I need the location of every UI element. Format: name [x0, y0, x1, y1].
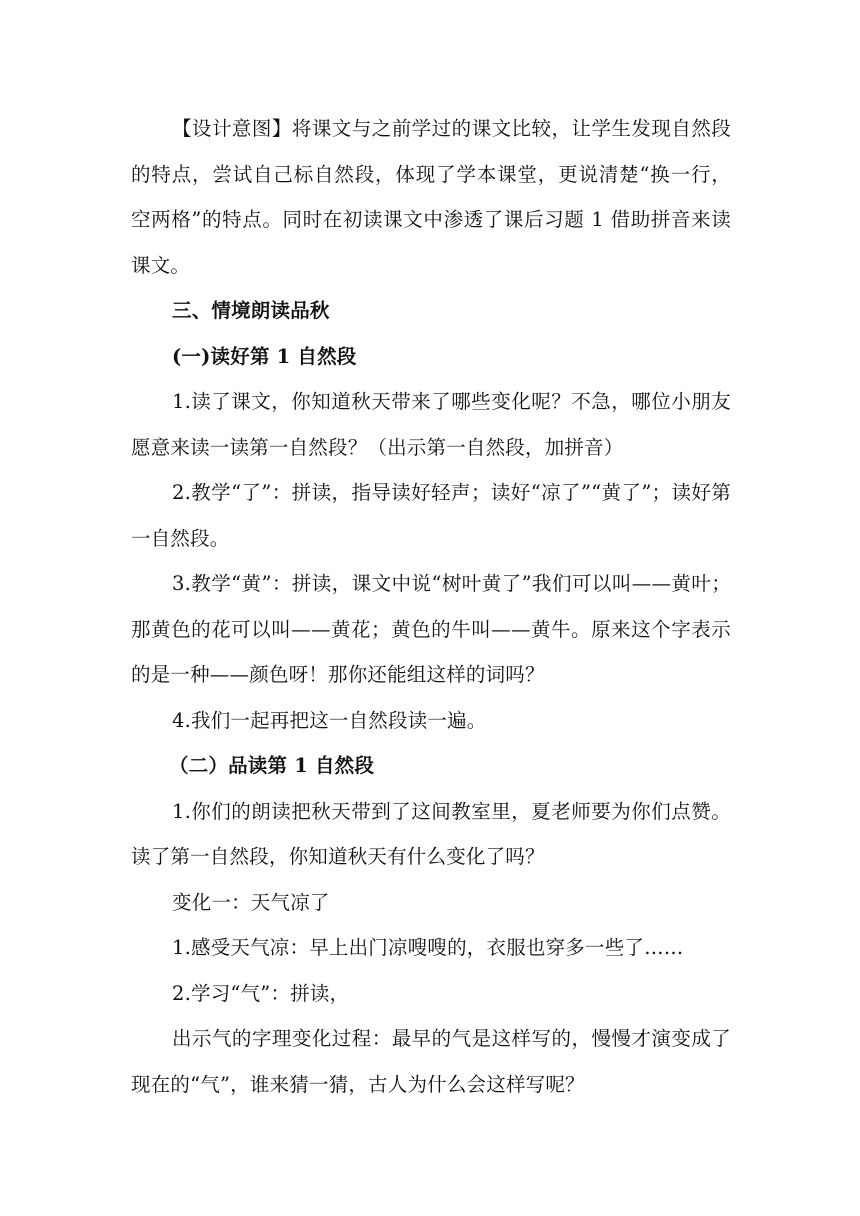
paragraph-step-1: 1.读了课文，你知道秋天带来了哪些变化呢？不急，哪位小朋友愿意来读一读第一自然段？（出示第一自然段，加拼音） [131, 390, 731, 459]
paragraph-change-one: 变化一：天气凉了 [172, 890, 330, 914]
paragraph-design-intent: 【设计意图】将课文与之前学过的课文比较，让学生发现自然段的特点，尝试自己标自然段，体现了学本课堂，更说清楚“换一行，空两格”的特点。同时在初读课文中渗透了课后习题 1 借助拼音来读课文。 [131, 117, 731, 277]
paragraph-step-4: 4.我们一起再把这一自然段读一遍。 [172, 708, 487, 732]
paragraph-appreciate-step-1: 1.你们的朗读把秋天带到了这间教室里，夏老师要为你们点赞。读了第一自然段，你知道秋天有什么变化了吗？ [131, 799, 731, 868]
subheading-appreciate-paragraph-1: （二）品读第 1 自然段 [169, 754, 375, 777]
paragraph-qi-evolution: 出示气的字理变化过程：最早的气是这样写的，慢慢才演变成了现在的“气”，谁来猜一猜，古人为什么会这样写呢？ [131, 1027, 731, 1096]
paragraph-step-2: 2.教学“了”：拼读，指导读好轻声；读好“凉了”“黄了”；读好第一自然段。 [131, 481, 731, 550]
section-heading-situational-reading: 三、情境朗读品秋 [172, 299, 330, 322]
paragraph-learn-qi: 2.学习“气”：拼读， [172, 981, 350, 1005]
paragraph-step-3: 3.教学“黄”：拼读，课文中说“树叶黄了”我们可以叫——黄叶；那黄色的花可以叫——黄花；黄色的牛叫——黄牛。原来这个字表示的是一种——颜色呀！那你还能组这样的词吗？ [131, 572, 731, 686]
subheading-read-paragraph-1: (一)读好第 1 自然段 [172, 344, 357, 368]
paragraph-feel-cool: 1.感受天气凉：早上出门凉嗖嗖的，衣服也穿多一些了…… [172, 936, 684, 959]
document-body [131, 106, 731, 1107]
